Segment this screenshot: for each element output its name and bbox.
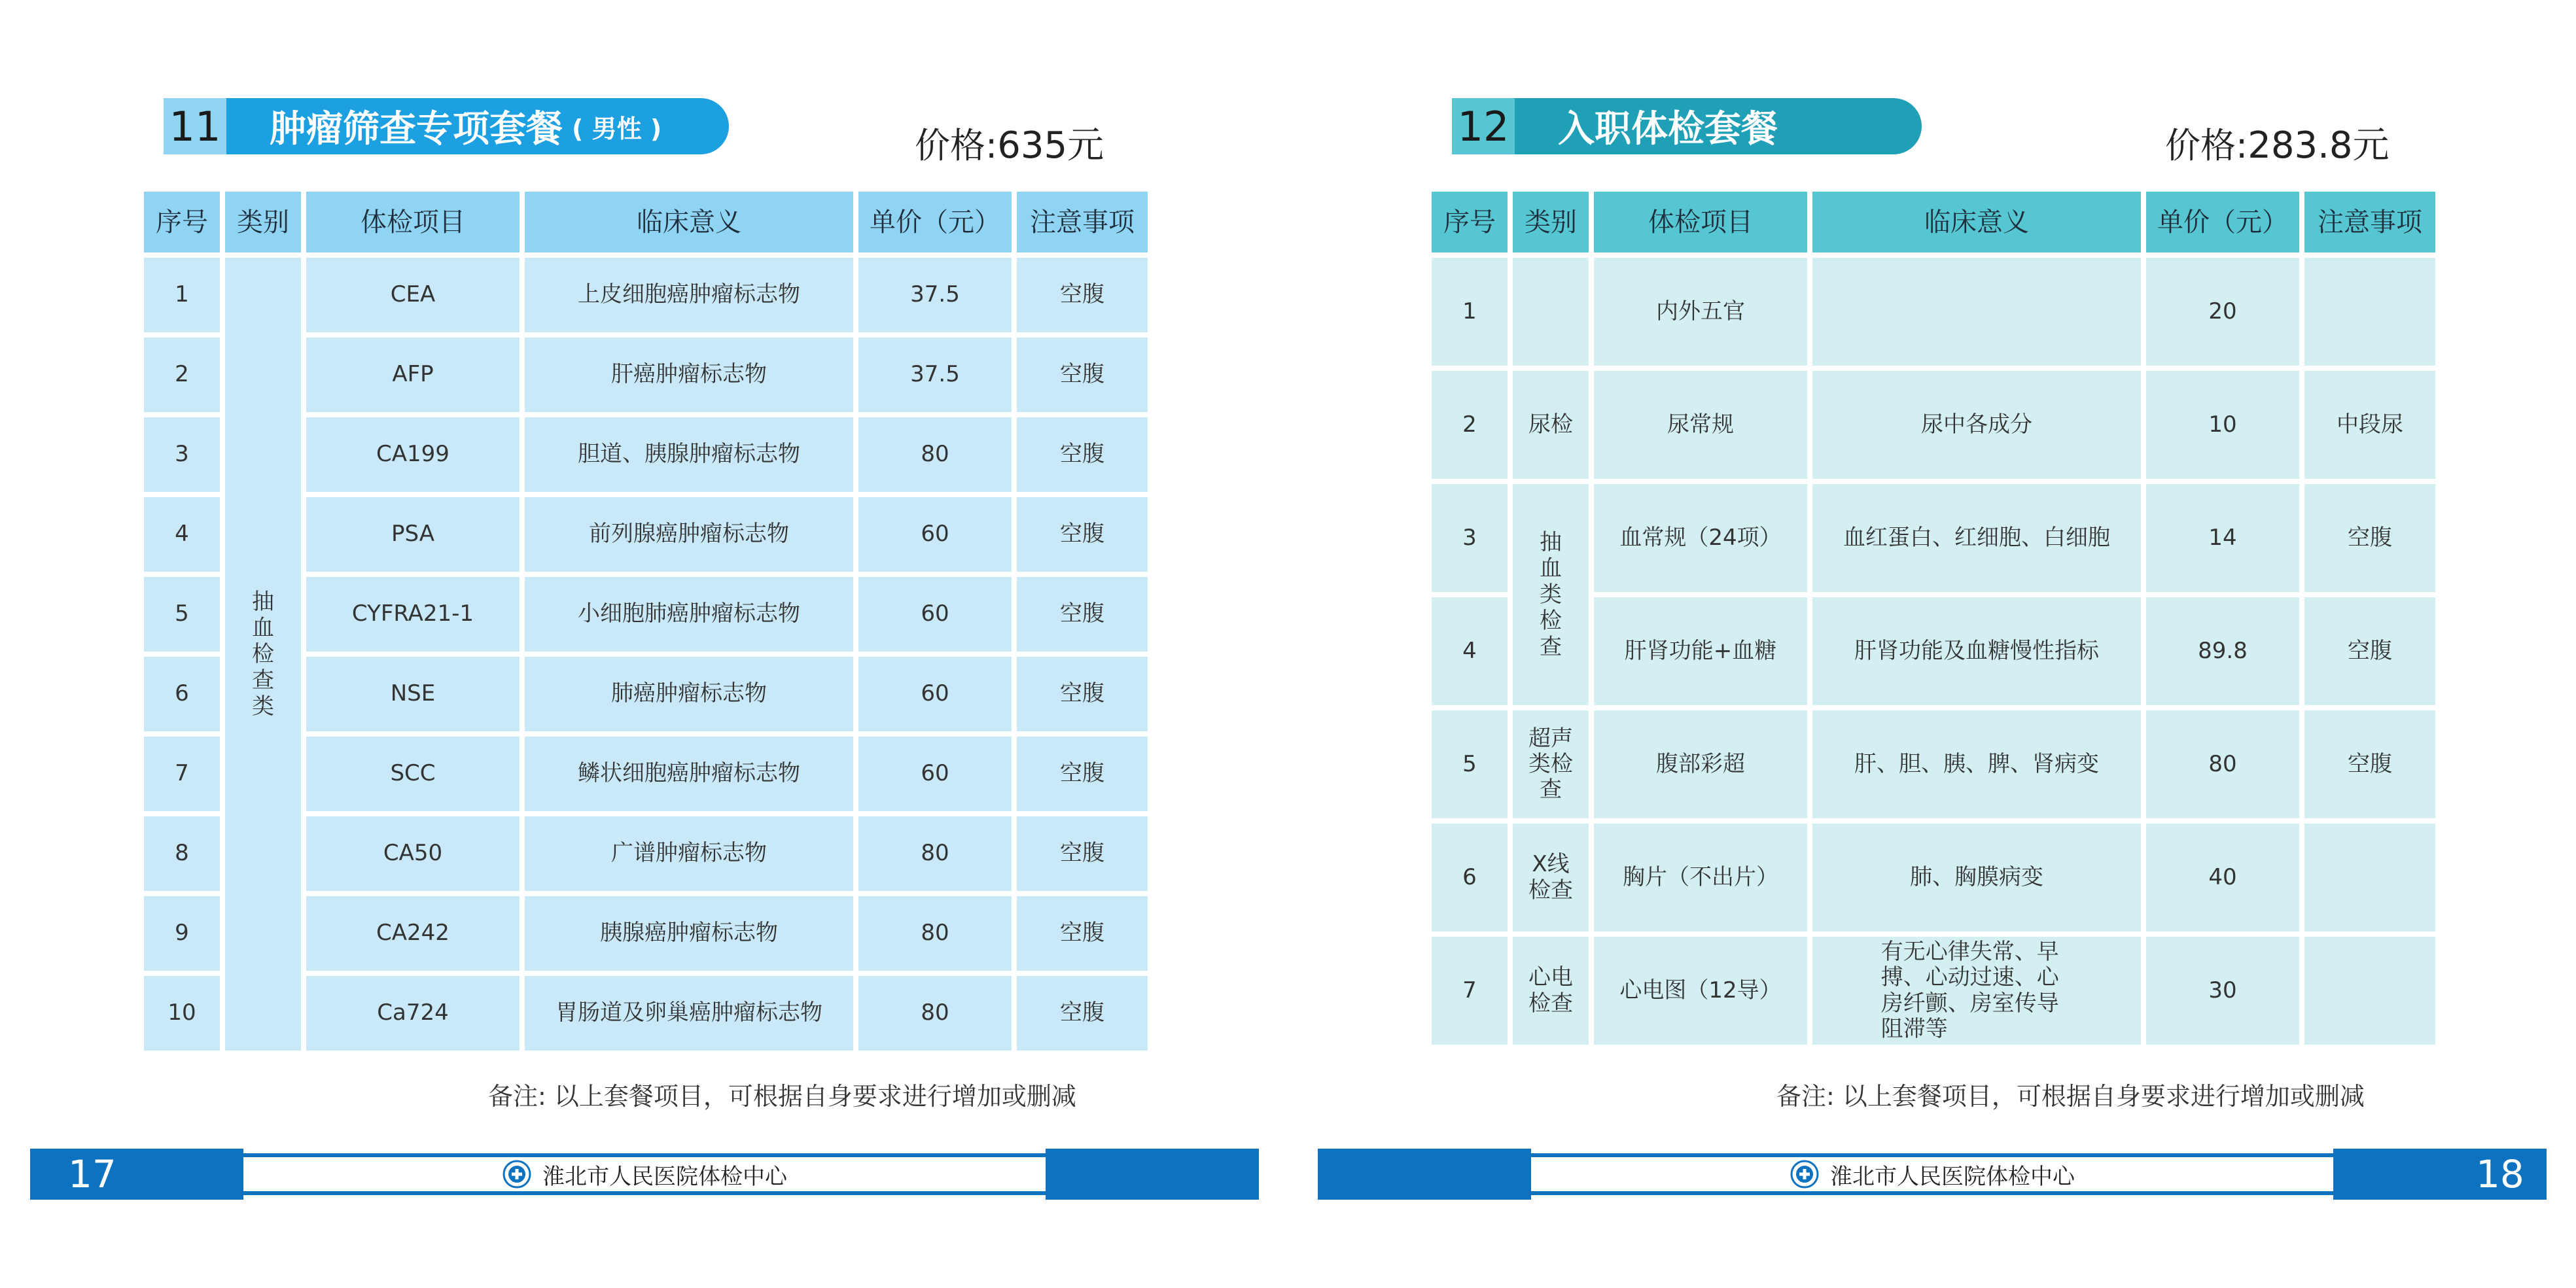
cell-category xyxy=(1513,710,1589,818)
header-note: 注意事项 xyxy=(1017,192,1148,252)
cell-note: 空腹 xyxy=(1017,497,1148,572)
cell-price: 80 xyxy=(858,816,1012,891)
package-number: 12 xyxy=(1452,98,1515,154)
cell-item: AFP xyxy=(306,338,520,412)
package-title xyxy=(1515,98,1922,154)
price-value: 283.8元 xyxy=(2248,124,2390,167)
footer-bar-left xyxy=(30,1149,243,1200)
price-value: 635元 xyxy=(997,124,1104,167)
footer-bar-right xyxy=(1046,1149,1259,1200)
cell-price: 37.5 xyxy=(858,338,1012,412)
category-label: 超声类检查 xyxy=(1528,725,1573,803)
cell-no: 3 xyxy=(144,417,220,492)
table-row xyxy=(1432,371,2435,479)
package-price xyxy=(2165,116,2390,169)
right-page xyxy=(1288,0,2576,1288)
header-no: 序号 xyxy=(144,192,220,252)
cell-note: 空腹 xyxy=(1017,417,1148,492)
category-label: 抽血类检查 xyxy=(1540,529,1562,661)
cell-meaning: 肺癌肿瘤标志物 xyxy=(525,657,853,731)
cell-meaning: 上皮细胞癌肿瘤标志物 xyxy=(525,258,853,332)
cell-no: 6 xyxy=(144,657,220,731)
price-label: 价格: xyxy=(915,125,998,166)
hospital-logo-icon xyxy=(502,1159,532,1189)
table-header-row xyxy=(144,192,1148,252)
cell-note: 空腹 xyxy=(1017,258,1148,332)
cell-no: 9 xyxy=(144,896,220,971)
cell-meaning xyxy=(1812,937,2141,1045)
cell-price: 37.5 xyxy=(858,258,1012,332)
header-item: 体检项目 xyxy=(1594,192,1807,252)
header-item: 体检项目 xyxy=(306,192,520,252)
cell-no: 5 xyxy=(144,577,220,652)
table-row xyxy=(1432,484,2435,592)
table-row xyxy=(1432,937,2435,1045)
cell-no: 1 xyxy=(144,258,220,332)
cell-no: 2 xyxy=(144,338,220,412)
cell-no: 4 xyxy=(1432,597,1508,705)
cell-item: NSE xyxy=(306,657,520,731)
cell-no: 2 xyxy=(1432,371,1508,479)
table-row xyxy=(1432,710,2435,818)
cell-price: 80 xyxy=(858,896,1012,971)
cell-price: 40 xyxy=(2146,824,2299,931)
cell-meaning: 尿中各成分 xyxy=(1812,371,2141,479)
cell-item: SCC xyxy=(306,737,520,811)
cell-note: 空腹 xyxy=(2304,710,2435,818)
header-category: 类别 xyxy=(225,192,301,252)
cell-no: 4 xyxy=(144,497,220,572)
cell-note: 空腹 xyxy=(1017,657,1148,731)
cell-no: 7 xyxy=(144,737,220,811)
cell-note xyxy=(2304,824,2435,931)
cell-meaning: 血红蛋白、红细胞、白细胞 xyxy=(1812,484,2141,592)
category-label: 抽血检查类 xyxy=(252,588,274,720)
cell-meaning: 前列腺癌肿瘤标志物 xyxy=(525,497,853,572)
cell-note: 空腹 xyxy=(1017,976,1148,1051)
cell-item: CYFRA21-1 xyxy=(306,577,520,652)
header-no: 序号 xyxy=(1432,192,1508,252)
cell-no: 3 xyxy=(1432,484,1508,592)
cell-no: 6 xyxy=(1432,824,1508,931)
meaning-text: 有无心律失常、早搏、心动过速、心房纤颤、房室传导阻滞等 xyxy=(1880,939,2059,1042)
table-row xyxy=(1432,824,2435,931)
cell-price: 30 xyxy=(2146,937,2299,1045)
cell-note: 空腹 xyxy=(1017,816,1148,891)
cell-note xyxy=(2304,258,2435,366)
cell-note: 空腹 xyxy=(2304,597,2435,705)
cell-no: 1 xyxy=(1432,258,1508,366)
cell-no: 8 xyxy=(144,816,220,891)
header-meaning: 临床意义 xyxy=(1812,192,2141,252)
remark: 备注: 以上套餐项目，可根据自身要求进行增加或删减 xyxy=(488,1082,1076,1111)
footer-text: 淮北市人民医院体检中心 xyxy=(1830,1163,2075,1190)
table-row xyxy=(1432,258,2435,366)
package-table xyxy=(139,186,1153,1056)
cell-meaning: 鳞状细胞癌肿瘤标志物 xyxy=(525,737,853,811)
category-label: X线检查 xyxy=(1528,851,1573,903)
cell-item: CA199 xyxy=(306,417,520,492)
remark: 备注: 以上套餐项目，可根据自身要求进行增加或删减 xyxy=(1776,1082,2365,1111)
cell-item: 尿常规 xyxy=(1594,371,1807,479)
category-label: 心电检查 xyxy=(1528,964,1573,1017)
page-number: 18 xyxy=(2476,1152,2524,1196)
cell-meaning: 胰腺癌肿瘤标志物 xyxy=(525,896,853,971)
cell-meaning: 肝肾功能及血糖慢性指标 xyxy=(1812,597,2141,705)
header-category: 类别 xyxy=(1513,192,1589,252)
cell-item: CA242 xyxy=(306,896,520,971)
cell-price: 20 xyxy=(2146,258,2299,366)
cell-item: CEA xyxy=(306,258,520,332)
cell-meaning: 肝、胆、胰、脾、肾病变 xyxy=(1812,710,2141,818)
package-title-text: 肿瘤筛查专项套餐 xyxy=(270,108,563,150)
cell-meaning: 小细胞肺癌肿瘤标志物 xyxy=(525,577,853,652)
cell-note: 空腹 xyxy=(1017,896,1148,971)
cell-price: 60 xyxy=(858,657,1012,731)
cell-price: 60 xyxy=(858,737,1012,811)
cell-note: 空腹 xyxy=(1017,737,1148,811)
package-title xyxy=(226,98,729,154)
cell-no: 7 xyxy=(1432,937,1508,1045)
page-number: 17 xyxy=(68,1152,116,1196)
cell-note: 中段尿 xyxy=(2304,371,2435,479)
cell-price: 60 xyxy=(858,497,1012,572)
header-note: 注意事项 xyxy=(2304,192,2435,252)
cell-meaning: 胆道、胰腺肿瘤标志物 xyxy=(525,417,853,492)
footer-center xyxy=(1531,1153,2333,1195)
cell-no: 5 xyxy=(1432,710,1508,818)
hospital-logo-icon xyxy=(1790,1159,1820,1189)
cell-note: 空腹 xyxy=(1017,577,1148,652)
footer-bar-left xyxy=(1318,1149,1531,1200)
header-price: 单价（元） xyxy=(2146,192,2299,252)
cell-note: 空腹 xyxy=(1017,338,1148,412)
cell-price: 80 xyxy=(2146,710,2299,818)
package-number: 11 xyxy=(164,98,226,154)
package-title-text: 入职体检套餐 xyxy=(1558,108,1778,150)
table-row xyxy=(144,258,1148,332)
cell-item: 心电图（12导） xyxy=(1594,937,1807,1045)
cell-category xyxy=(1513,484,1589,705)
cell-meaning: 肝癌肿瘤标志物 xyxy=(525,338,853,412)
cell-no: 10 xyxy=(144,976,220,1051)
cell-note: 空腹 xyxy=(2304,484,2435,592)
cell-category: 尿检 xyxy=(1513,371,1589,479)
cell-category xyxy=(1513,258,1589,366)
cell-price: 89.8 xyxy=(2146,597,2299,705)
cell-price: 80 xyxy=(858,976,1012,1051)
price-label: 价格: xyxy=(2165,125,2248,166)
cell-note xyxy=(2304,937,2435,1045)
package-subtitle: ( 男性 ) xyxy=(572,114,662,143)
cell-item: PSA xyxy=(306,497,520,572)
table-header-row xyxy=(1432,192,2435,252)
cell-item: 内外五官 xyxy=(1594,258,1807,366)
header-price: 单价（元） xyxy=(858,192,1012,252)
cell-category xyxy=(225,258,301,1051)
cell-category xyxy=(1513,937,1589,1045)
footer-text: 淮北市人民医院体检中心 xyxy=(542,1163,787,1190)
header-meaning: 临床意义 xyxy=(525,192,853,252)
cell-meaning: 胃肠道及卵巢癌肿瘤标志物 xyxy=(525,976,853,1051)
cell-item: 肝肾功能+血糖 xyxy=(1594,597,1807,705)
cell-item: CA50 xyxy=(306,816,520,891)
cell-price: 60 xyxy=(858,577,1012,652)
cell-item: 血常规（24项） xyxy=(1594,484,1807,592)
cell-item: Ca724 xyxy=(306,976,520,1051)
cell-category xyxy=(1513,824,1589,931)
cell-item: 腹部彩超 xyxy=(1594,710,1807,818)
cell-price: 10 xyxy=(2146,371,2299,479)
cell-price: 80 xyxy=(858,417,1012,492)
cell-item: 胸片（不出片） xyxy=(1594,824,1807,931)
cell-meaning: 肺、胸膜病变 xyxy=(1812,824,2141,931)
footer-center xyxy=(243,1153,1046,1195)
cell-meaning xyxy=(1812,258,2141,366)
cell-meaning: 广谱肿瘤标志物 xyxy=(525,816,853,891)
cell-price: 14 xyxy=(2146,484,2299,592)
package-price xyxy=(915,116,1104,169)
package-table xyxy=(1426,186,2441,1050)
